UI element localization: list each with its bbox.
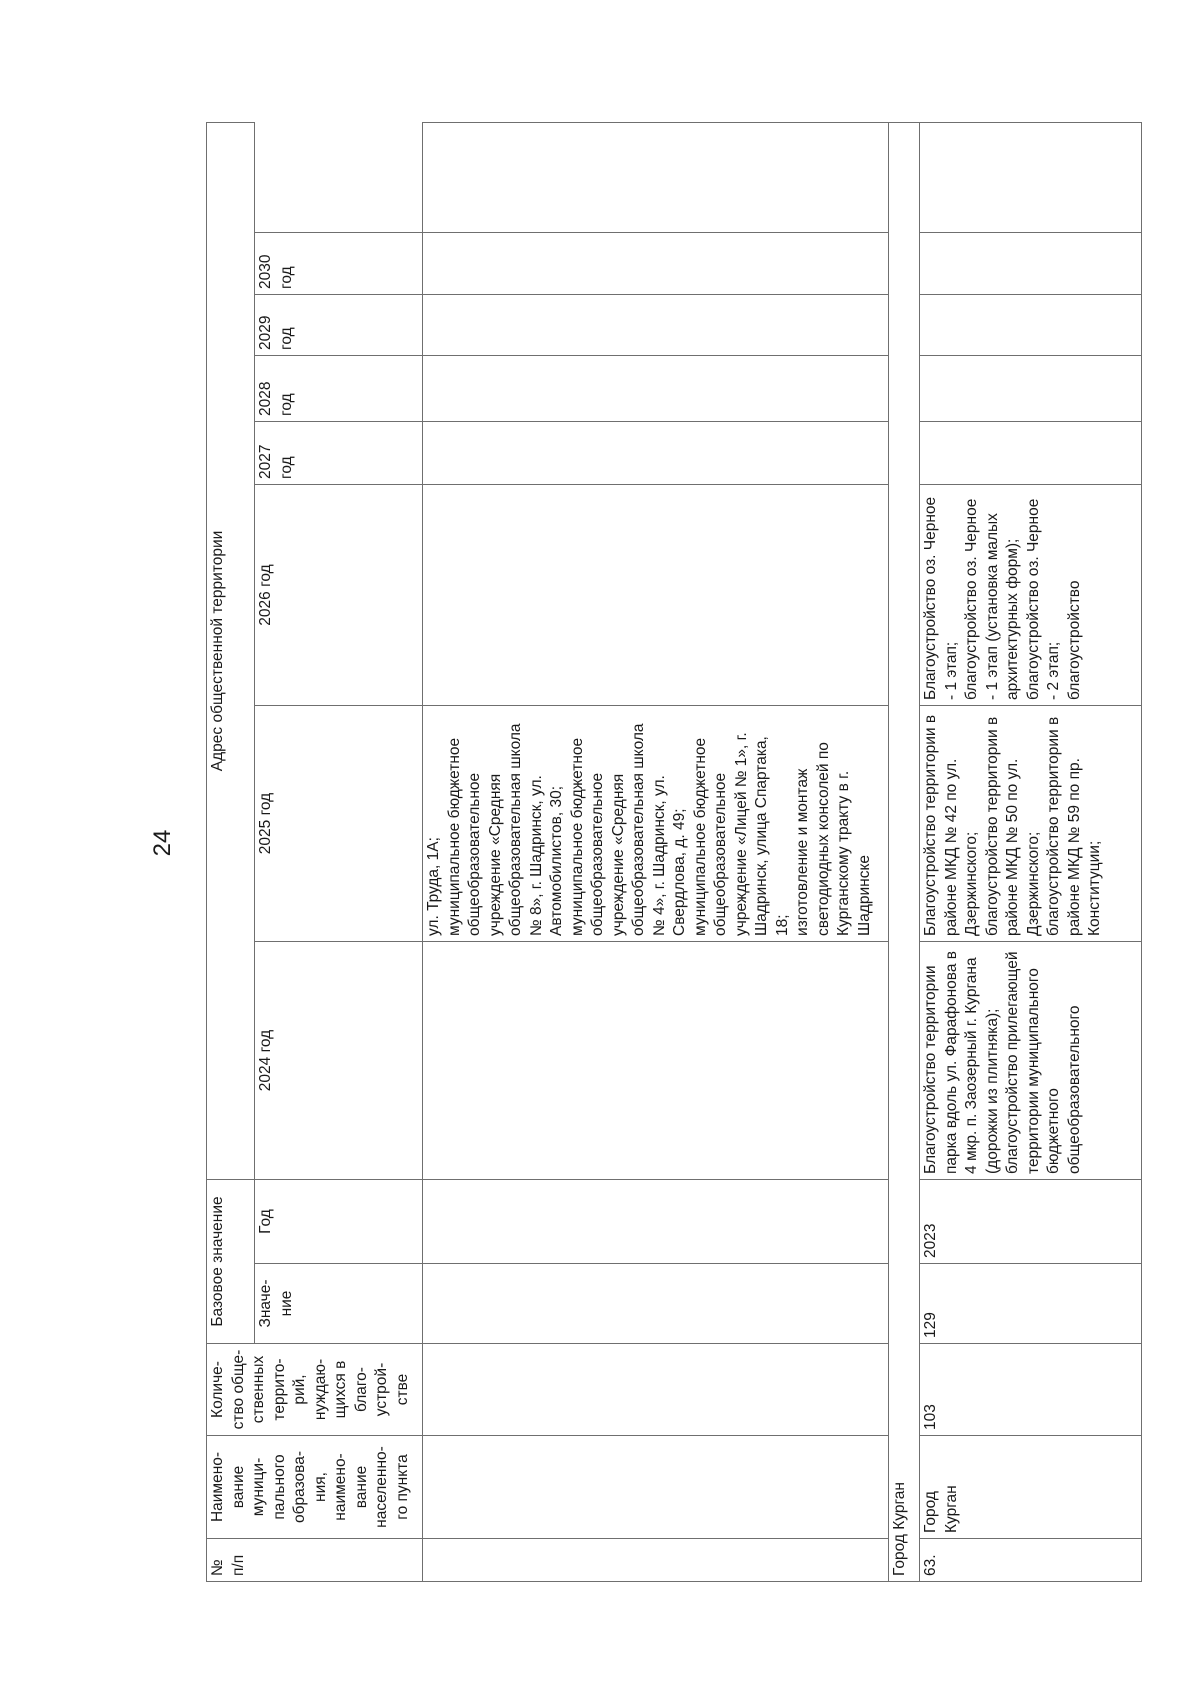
cont-2025 — [423, 705, 889, 941]
section-title: Город Курган — [889, 122, 920, 1581]
rotated-page — [206, 123, 1143, 1582]
row63-count: 103 — [920, 1344, 1142, 1436]
cont-2029 — [423, 294, 889, 355]
header-address: Адрес общественной территории — [207, 122, 255, 1179]
row63-2024-text: Благоустройство территории парка вдоль ул. Фарафонова в 4 мкр. п. Заозерный г. Кургана (дорожки из плитняка); благоустройство прилегающей территории муниципального бюджетного общеобразовательного — [922, 951, 1083, 1174]
cont-2025-text: ул. Труда, 1А; муниципальное бюджетное общеобразовательное учреждение «Средняя общеобразовательная школа № 8», г. Шадринск, ул. Автомобилистов, 30; муниципальное бюджетное общеобразовательное учреждение «Средняя общеобразовательная школа № 4», г. Шадринск, ул. Свердлова, д. 49; муниципальное бюджетное общеобразовательное учреждение «Лицей № 1», г. Шадринск, улица Спартака, 18; изготовление и монтаж светодиодных консолей по Курганскому тракту в г. Шадринске — [425, 723, 873, 936]
cont-num — [423, 1539, 889, 1582]
header-name — [207, 1436, 423, 1539]
cont-2024 — [423, 941, 889, 1179]
header-2025: 2025 год — [255, 705, 423, 941]
header-2024: 2024 год — [255, 941, 423, 1179]
row63-2030 — [920, 232, 1142, 294]
row63-year: 2023 — [920, 1179, 1142, 1263]
landscape-table-wrapper — [206, 123, 1143, 1582]
header-base: Базовое значение — [207, 1179, 255, 1343]
row63-num: 63. — [920, 1539, 1142, 1582]
header-2026: 2026 год — [255, 484, 423, 705]
cont-name — [423, 1436, 889, 1539]
cont-2026 — [423, 484, 889, 705]
cont-count — [423, 1344, 889, 1436]
row63-2028 — [920, 355, 1142, 421]
page-number: 24 — [149, 829, 176, 857]
header-2029: 2029 год — [255, 294, 423, 355]
continuation-row — [423, 122, 889, 1581]
row63-2027 — [920, 421, 1142, 484]
header-2027: 2027 год — [255, 421, 423, 484]
header-year: Год — [255, 1179, 423, 1263]
cont-value — [423, 1264, 889, 1344]
territory-table — [206, 122, 1142, 1582]
cont-2030 — [423, 232, 889, 294]
row63-2026-text: Благоустройство оз. Черное - 1 этап; благоустройство оз. Черное - 1 этап (установка малых архитектурных форм); благоустройство оз. Черное - 2 этап; благоустройство — [922, 496, 1083, 700]
header-value: Значе-ние — [255, 1264, 423, 1344]
header-count-text: Количе-ство обще-ственных террито-рий, нуждаю-щихся в благо-устрой-стве — [209, 1349, 411, 1430]
cont-2028 — [423, 355, 889, 421]
row63-value: 129 — [920, 1264, 1142, 1344]
header-2028: 2028 год — [255, 355, 423, 421]
section-row — [889, 122, 920, 1581]
row63-2029 — [920, 294, 1142, 355]
header-2030: 2030 год — [255, 232, 423, 294]
table-row — [920, 122, 1142, 1581]
row63-2025 — [920, 705, 1142, 941]
header-name-text: Наимено-вание муници-пального образова-ния, наимено-вание населенно-го пункта — [209, 1446, 411, 1528]
header-num: № п/п — [207, 1539, 423, 1582]
row63-2026 — [920, 484, 1142, 705]
cont-extra — [423, 122, 889, 232]
row63-name: Город Курган — [920, 1436, 1142, 1539]
header-count — [207, 1344, 423, 1436]
cont-2027 — [423, 421, 889, 484]
row63-2025-text: Благоустройство территории в районе МКД № 42 по ул. Дзержинского; благоустройство территории в районе МКД № 50 по ул. Дзержинского; благоустройство территории в районе МКД № 59 по пр. Конституции; — [922, 714, 1103, 936]
row63-extra — [920, 122, 1142, 232]
cont-year — [423, 1179, 889, 1263]
row63-2024 — [920, 941, 1142, 1179]
